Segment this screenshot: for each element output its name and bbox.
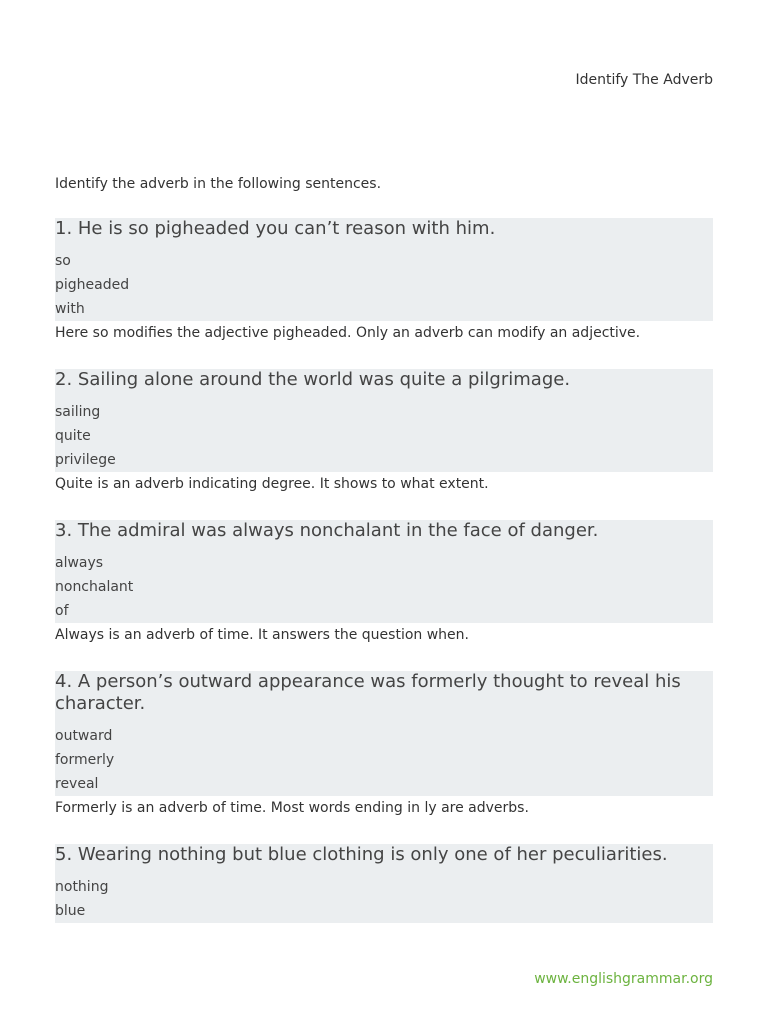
explanation-text: Formerly is an adverb of time. Most words ending in ly are adverbs. [55,800,529,816]
explanation-text: Quite is an adverb indicating degree. It shows to what extent. [55,476,489,492]
question-title: 5. Wearing nothing but blue clothing is only one of her peculiarities. [55,844,668,865]
question-title: 2. Sailing alone around the world was quite a pilgrimage. [55,369,571,390]
answer-option[interactable]: outward [55,728,113,744]
question-title: 1. He is so pigheaded you can’t reason with him. [55,218,496,239]
question-2 [55,369,713,496]
page-title: Identify The Adverb [575,72,713,88]
question-3 [55,520,713,647]
answer-option[interactable]: privilege [55,452,116,468]
answer-option[interactable]: of [55,603,69,619]
quiz-content [55,174,713,947]
answer-option[interactable]: sailing [55,404,101,420]
explanation-text: Here so modifies the adjective pigheaded. Only an adverb can modify an adjective. [55,325,641,341]
answer-option[interactable]: quite [55,428,91,444]
question-box [55,369,713,472]
answer-option[interactable]: always [55,555,104,571]
explanation-text: Always is an adverb of time. It answers the question when. [55,627,469,643]
footer-site-link[interactable]: www.englishgrammar.org [534,971,713,987]
answer-option[interactable]: nonchalant [55,579,134,595]
question-title: 3. The admiral was always nonchalant in the face of danger. [55,520,599,541]
question-box [55,844,713,923]
answer-option[interactable]: so [55,253,71,269]
question-4 [55,671,713,820]
answer-option[interactable]: nothing [55,879,109,895]
answer-option[interactable]: reveal [55,776,99,792]
answer-option[interactable]: blue [55,903,86,919]
question-box [55,671,713,796]
question-box [55,520,713,623]
question-title: 4. A person’s outward appearance was formerly thought to reveal his character. [55,671,681,714]
question-1 [55,218,713,345]
answer-option[interactable]: with [55,301,85,317]
question-box [55,218,713,321]
question-5 [55,844,713,923]
answer-option[interactable]: formerly [55,752,115,768]
answer-option[interactable]: pigheaded [55,277,130,293]
instructions-text: Identify the adverb in the following sentences. [55,176,382,192]
